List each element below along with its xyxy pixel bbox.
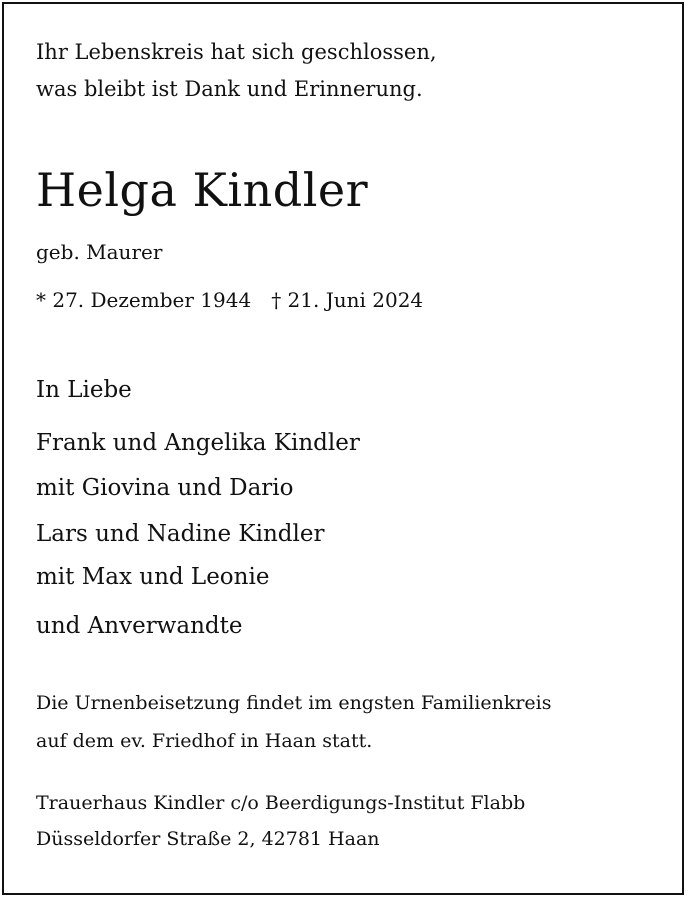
mourners-intro: In Liebe — [36, 377, 132, 403]
funeral-info-line-2: auf dem ev. Friedhof in Haan statt. — [36, 730, 373, 752]
mourner-line: mit Giovina und Dario — [36, 475, 294, 501]
verse-line-2: was bleibt ist Dank und Erinnerung. — [36, 77, 423, 101]
mourner-line: Frank und Angelika Kindler — [36, 430, 360, 456]
deceased-name: Helga Kindler — [36, 163, 369, 217]
verse-line-1: Ihr Lebenskreis hat sich geschlossen, — [36, 40, 437, 64]
birth-name: geb. Maurer — [36, 240, 163, 264]
mourner-line: und Anverwandte — [36, 613, 243, 639]
birth-date: * 27. Dezember 1944 — [36, 288, 252, 312]
address-line-1: Trauerhaus Kindler c/o Beerdigungs-Institut Flabb — [36, 792, 526, 814]
mourner-line: Lars und Nadine Kindler — [36, 521, 325, 547]
address-line-2: Düsseldorfer Straße 2, 42781 Haan — [36, 828, 380, 850]
mourner-line: mit Max und Leonie — [36, 564, 270, 590]
death-date: † 21. Juni 2024 — [271, 288, 424, 312]
life-dates — [36, 288, 423, 312]
funeral-info-line-1: Die Urnenbeisetzung findet im engsten Familienkreis — [36, 692, 552, 714]
